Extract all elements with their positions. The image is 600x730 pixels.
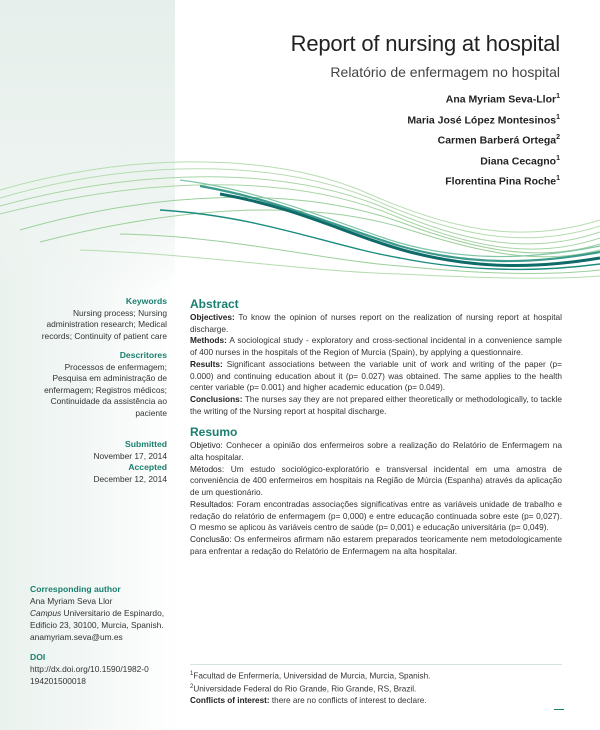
wave-line (20, 197, 600, 253)
correspondence-block (30, 583, 180, 687)
resumo-objetivo: Objetivo: Conhecer a opinião dos enfermeiros sobre a realização do Relatório de Enfermagem na alta hospitalar. (190, 440, 562, 463)
article-subtitle: Relatório de enfermagem no hospital (330, 64, 560, 80)
footnote-affiliation-1: $^1$Facultad de Enfermería, Universidad de Murcia, Murcia, Spanish. (190, 671, 431, 681)
main-content (190, 297, 562, 557)
wave-line (40, 210, 600, 257)
author-name: Carmen Barberá Ortega$^2$ (437, 134, 560, 147)
abstract-objectives: Objectives: To know the opinion of nurses report on the realization of nursing report at hospital discharge. (190, 312, 562, 334)
keywords-heading: Keywords (125, 296, 167, 306)
keywords-block (30, 296, 167, 342)
doi-heading: DOI (30, 652, 46, 662)
resumo-conclusao: Conclusão: Os enfermeiros afirmam não estarem preparados teoricamente nem metodologicamente para enfrentar a redação do Relatório de Enfermagem na alta hospitalar. (190, 533, 562, 556)
corresponding-address-line2: Edificio 23, 30100, Murcia, Spanish. (30, 620, 164, 630)
dates-block (30, 439, 167, 485)
abstract-section (190, 297, 562, 417)
article-header (291, 30, 560, 191)
abstract-conclusions: Conclusions: The nurses say they are not prepared either theoretically or methodologically, to tackle the writing of the Nursing report at hospital discharge. (190, 393, 562, 416)
corresponding-heading: Corresponding author (30, 584, 121, 594)
page-corner-mark (554, 709, 564, 710)
wave-line (0, 185, 600, 249)
wave-line (120, 234, 600, 273)
submitted-heading: Submitted (124, 439, 167, 449)
keywords-text: Nursing process; Nursing administration research; Medical records; Continuity of patient care (41, 307, 167, 341)
descritores-heading: Descritores (119, 350, 167, 360)
submitted-date: November 17, 2014 (93, 450, 167, 461)
metadata-sidebar (30, 296, 167, 493)
accepted-heading: Accepted (128, 462, 167, 472)
author-name: Ana Myriam Seva-Llor$^1$ (445, 93, 560, 106)
footnote-affiliation-2: $^2$Universidade Federal do Rio Grande, Rio Grande, RS, Brazil. (190, 684, 417, 694)
author-list (291, 88, 560, 191)
resumo-resultados: Resultados: Foram encontradas associações significativas entre as variáveis unidade de trabalho e redação do relatório de enfermagem (p= 0,000) e entre educação continuada sobre este (p= 0,027). O mesmo se aplicou às variáveis centro de saúde (p= 0,001) e educação universitária (p= 0,049). (190, 498, 562, 533)
descritores-block (30, 350, 167, 419)
descritores-text: Processos de enfermagem; Pesquisa em administração de enfermagem; Registros médicos; Continuidade da assistência ao paciente (44, 361, 167, 418)
resumo-metodos: Métodos: Um estudo sociológico-exploratório e transversal incidental em uma amostra de conveniência de 400 enfermeiros em hospitais na Região de Múrcia (Espanha) através da aplicação de um questionário. (190, 463, 562, 498)
conflicts-of-interest: Conflicts of interest: there are no conflicts of interest to declare. (190, 696, 427, 706)
author-name: Florentina Pina Roche$^1$ (445, 175, 560, 188)
abstract-heading: Abstract (190, 297, 239, 311)
abstract-methods: Methods: A sociological study - exploratory and cross-sectional incidental in a convenience sample of 400 nurses in the hospitals of the Region of Murcia (Spain), by applying a questionnaire. (190, 335, 562, 358)
author-name: Maria José López Montesinos$^1$ (407, 113, 560, 126)
corresponding-email[interactable]: anamyriam.seva@um.es (30, 632, 123, 642)
accepted-date: December 12, 2014 (93, 473, 167, 484)
resumo-heading: Resumo (190, 425, 238, 440)
article-title: Report of nursing at hospital (290, 31, 560, 56)
resumo-section (190, 425, 562, 557)
abstract-results: Results: Significant associations between the variable unit of work and writing of the paper (p= 0.000) and continuing education about it (p= 0.027) was obtained. The same applies to the health center variable (p= 0.001) and higher academic education (p= 0.049). (190, 358, 562, 393)
corresponding-name: Ana Myriam Seva Llor (30, 596, 113, 606)
corresponding-address: Campus Universitario de Espinardo, (30, 608, 165, 618)
footnotes (190, 664, 562, 707)
doi-link[interactable]: http://dx.doi.org/10.1590/1982-0194201500018 (30, 664, 149, 686)
author-name: Diana Cecagno$^1$ (480, 154, 560, 167)
